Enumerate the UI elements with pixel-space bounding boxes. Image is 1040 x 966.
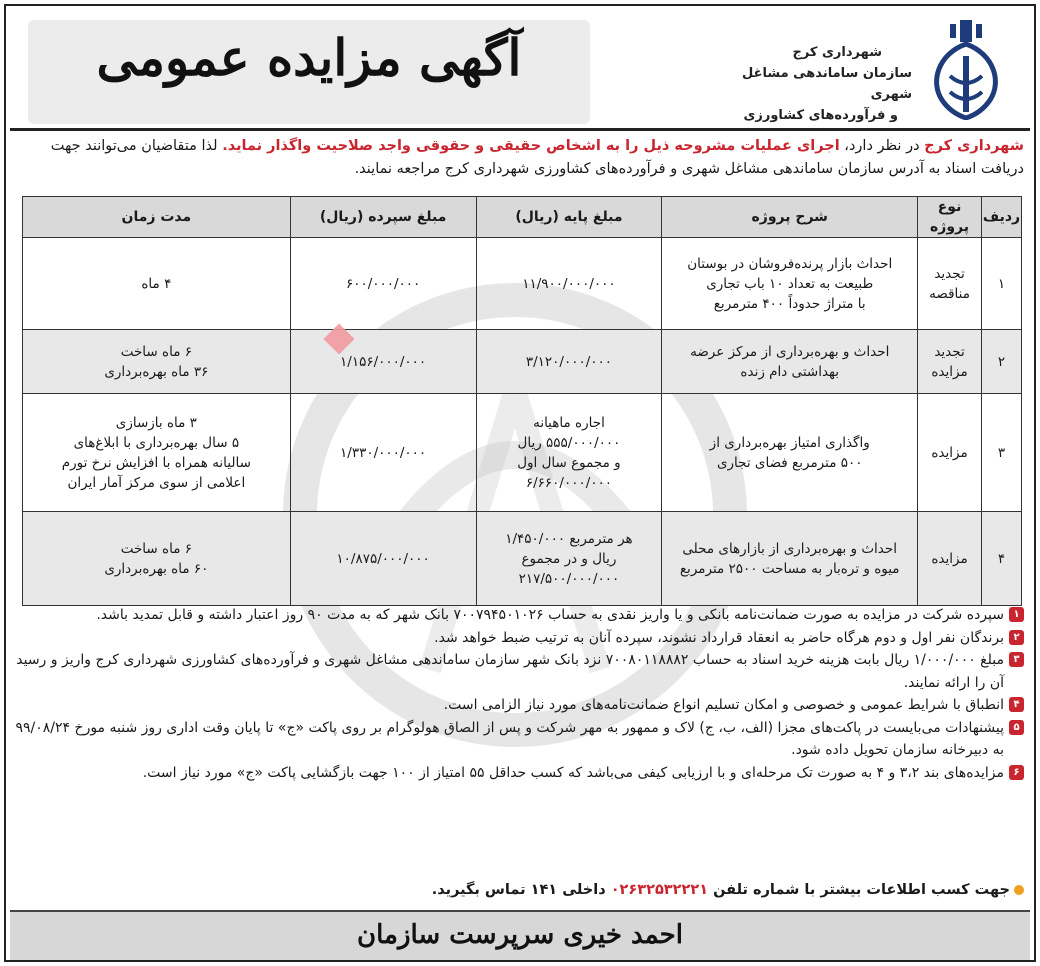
- col-desc-header: شرح پروژه: [662, 197, 918, 238]
- cell-line: سالیانه همراه با افزایش نرخ تورم: [61, 454, 251, 471]
- cell-line: ۶/۶۶۰/۰۰۰/۰۰۰: [525, 474, 613, 491]
- note-number-badge: ۵: [1009, 720, 1024, 735]
- col-base-header: مبلغ پایه (ریال): [476, 197, 662, 238]
- note-item: [12, 627, 1024, 650]
- cell-line: ۶۰ ماه بهره‌برداری: [104, 560, 209, 577]
- cell-line: و مجموع سال اول: [517, 454, 621, 471]
- cell-duration: [23, 512, 291, 606]
- cell-deposit: ۶۰۰/۰۰۰/۰۰۰: [290, 238, 476, 330]
- note-item: [12, 717, 1024, 762]
- cell-line: اعلامی از سوی مرکز آمار ایران: [67, 474, 246, 491]
- cell-desc: [662, 512, 918, 606]
- table-row: [23, 238, 1022, 330]
- org-line-1: شهرداری کرج: [792, 45, 882, 60]
- note-item: [12, 762, 1024, 785]
- cell-row: ۴: [982, 512, 1022, 606]
- contact-text-b: داخلی ۱۴۱ تماس بگیرید.: [431, 882, 611, 898]
- intro-highlight: اجرای عملیات مشروحه ذیل را به اشخاص حقیقی و حقوقی واجد صلاحیت واگذار نماید.: [222, 138, 840, 154]
- cell-line: ۵۵۵/۰۰۰/۰۰۰ ریال: [517, 434, 621, 451]
- cell-line: بهداشتی دام زنده: [740, 363, 840, 380]
- cell-duration: [23, 330, 291, 394]
- cell-line: ریال و در مجموع: [521, 550, 617, 567]
- cell-line: مناقصه: [929, 285, 970, 302]
- intro-text-2: لذا متقاضیان می‌توانند جهت دریافت اسناد به آدرس سازمان ساماندهی مشاغل شهری و فرآورده‌های کشاورزی شهرداری کرج مراجعه نمایند.: [50, 138, 1024, 177]
- table-row: [23, 394, 1022, 512]
- cell-base: [476, 330, 662, 394]
- cell-line: احداث و بهره‌برداری از بازارهای محلی: [682, 540, 897, 557]
- col-row-header: ردیف: [982, 197, 1022, 238]
- cell-line: مزایده: [931, 444, 968, 461]
- intro-municipality: شهرداری کرج: [924, 138, 1024, 154]
- note-number-badge: ۶: [1009, 765, 1024, 780]
- organization-name: [712, 42, 912, 126]
- contact-line: [12, 882, 1024, 898]
- contact-phone: ۰۲۶۳۲۵۳۲۲۲۱: [610, 882, 709, 898]
- note-text: سپرده شرکت در مزایده به صورت ضمانت‌نامه بانکی و یا واریز نقدی به حساب ۷۰۰۷۹۴۵۰۱۰۲۶ بانک شهر که به مدت ۹۰ روز اعتبار داشته و قابل تمدید باشد.: [96, 607, 1004, 623]
- col-type-header: نوع پروژه: [918, 197, 982, 238]
- table-header-row: [23, 197, 1022, 238]
- cell-deposit: ۱/۳۳۰/۰۰۰/۰۰۰: [290, 394, 476, 512]
- cell-row: ۲: [982, 330, 1022, 394]
- cell-line: احداث بازار پرنده‌فروشان در بوستان: [687, 255, 893, 272]
- cell-line: ۶ ماه ساخت: [120, 343, 192, 360]
- header-divider: [10, 128, 1030, 131]
- col-deposit-header: مبلغ سپرده (ریال): [290, 197, 476, 238]
- cell-line: ۳ ماه بازسازی: [115, 414, 197, 431]
- note-number-badge: ۴: [1009, 697, 1024, 712]
- note-number-badge: ۱: [1009, 607, 1024, 622]
- cell-desc: [662, 330, 918, 394]
- note-text: مبلغ ۱/۰۰۰/۰۰۰ ریال بابت هزینه خرید اسناد به حساب ۷۰۰۸۰۱۱۸۸۸۲ نزد بانک شهر سازمان ساماندهی مشاغل شهری و فرآورده‌های کشاورزی شهرداری کرج واریز و رسید آن را ارائه نمایند.: [16, 652, 1004, 691]
- notes-list: [12, 604, 1024, 784]
- col-duration-header: مدت زمان: [23, 197, 291, 238]
- cell-deposit: ۱۰/۸۷۵/۰۰۰/۰۰۰: [290, 512, 476, 606]
- cell-line: با متراژ حدوداً ۴۰۰ مترمربع: [713, 295, 866, 312]
- cell-line: تجدید: [934, 343, 965, 360]
- cell-line: احداث و بهره‌برداری از مرکز عرضه: [690, 343, 890, 360]
- note-item: [12, 604, 1024, 627]
- note-number-badge: ۲: [1009, 630, 1024, 645]
- page-title: آگهی مزایده عمومی: [96, 28, 522, 87]
- table-row: [23, 512, 1022, 606]
- cell-base: [476, 394, 662, 512]
- signature: احمد خیری سرپرست سازمان: [357, 920, 683, 950]
- note-text: برندگان نفر اول و دوم هرگاه حاضر به انعقاد قرارداد نشوند، سپرده آنان به ترتیب ضبط خواهد شد.: [434, 629, 1004, 646]
- cell-line: میوه و تره‌بار به مساحت ۲۵۰۰ مترمربع: [679, 560, 900, 577]
- note-item: [12, 649, 1024, 694]
- cell-desc: [662, 238, 918, 330]
- intro-text-1: در نظر دارد،: [839, 138, 925, 154]
- cell-line: مزایده: [931, 363, 968, 380]
- cell-row: ۱: [982, 238, 1022, 330]
- note-text: انطباق با شرایط عمومی و خصوصی و امکان تسلیم انواع ضمانت‌نامه‌های مورد نیاز الزامی است.: [443, 697, 1004, 713]
- cell-line: ۵ سال بهره‌برداری با ابلاغ‌های: [73, 434, 240, 451]
- cell-line: ۲۱۷/۵۰۰/۰۰۰/۰۰۰: [518, 570, 620, 587]
- cell-duration: [23, 394, 291, 512]
- cell-line: مزایده: [931, 550, 968, 567]
- note-item: [12, 694, 1024, 717]
- cell-line: تجدید: [934, 265, 965, 282]
- cell-desc: [662, 394, 918, 512]
- cell-line: اجاره ماهیانه: [533, 414, 605, 431]
- note-text: پیشنهادات می‌بایست در پاکت‌های مجزا (الف، ب، ج) لاک و ممهور به مهر شرکت و پس از الصاق هولوگرام بر روی پاکت «ج» تا پایان وقت اداری روز شنبه مورخ ۹۹/۰۸/۲۴ به دبیرخانه سازمان تحویل داده شود.: [15, 719, 1004, 758]
- footer-signature-bar: [10, 910, 1030, 960]
- note-text: مزایده‌های بند ۳،۲ و ۴ به صورت تک مرحله‌ای و با ارزیابی کیفی می‌باشد که کسب حداقل ۵۵ امتیاز از ۱۰۰ جهت بازگشایی پاکت «ج» مورد نیاز است.: [142, 764, 1004, 781]
- cell-line: ۴ ماه: [141, 275, 172, 292]
- projects-table: [22, 196, 1022, 606]
- cell-type: [918, 394, 982, 512]
- cell-base: [476, 238, 662, 330]
- table-row: [23, 330, 1022, 394]
- cell-line: هر مترمربع ۱/۴۵۰/۰۰۰: [505, 530, 633, 547]
- org-line-2: سازمان ساماندهی مشاغل شهری: [741, 66, 912, 102]
- bullet-dot-icon: [1014, 885, 1024, 895]
- cell-line: ۳/۱۲۰/۰۰۰/۰۰۰: [525, 353, 613, 370]
- cell-deposit: ۱/۱۵۶/۰۰۰/۰۰۰: [290, 330, 476, 394]
- cell-row: ۳: [982, 394, 1022, 512]
- cell-line: ۳۶ ماه بهره‌برداری: [104, 363, 209, 380]
- intro-paragraph: [12, 135, 1024, 181]
- cell-type: [918, 512, 982, 606]
- note-number-badge: ۳: [1009, 652, 1024, 667]
- contact-text-a: جهت کسب اطلاعات بیشتر با شماره تلفن: [708, 882, 1010, 898]
- cell-line: ۱۱/۹۰۰/۰۰۰/۰۰۰: [522, 275, 616, 292]
- cell-base: [476, 512, 662, 606]
- cell-type: [918, 330, 982, 394]
- cell-line: واگذاری امتیاز بهره‌برداری از: [709, 434, 870, 451]
- cell-line: طبیعت به تعداد ۱۰ باب تجاری: [706, 275, 874, 292]
- cell-line: ۵۰۰ مترمربع فضای تجاری: [716, 454, 863, 471]
- cell-line: ۶ ماه ساخت: [120, 540, 192, 557]
- org-line-3: و فرآورده‌های کشاورزی: [743, 108, 898, 123]
- header: [10, 12, 1030, 124]
- cell-type: [918, 238, 982, 330]
- municipality-logo-icon: [920, 16, 1012, 120]
- cell-duration: [23, 238, 291, 330]
